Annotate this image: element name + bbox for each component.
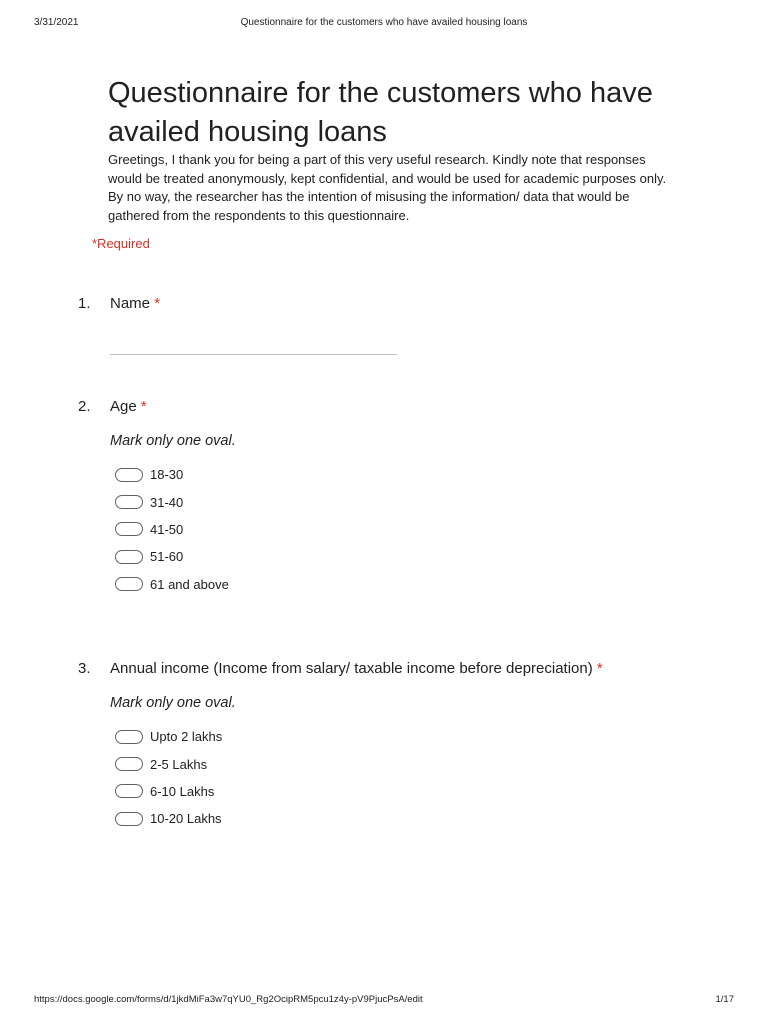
print-header [34,17,734,31]
question-instruction: Mark only one oval. [110,695,236,711]
required-note: *Required [92,236,150,251]
age-option-41-50[interactable] [115,516,229,543]
income-option-6-10[interactable] [115,778,222,805]
option-label: 18-30 [150,467,184,483]
age-option-61-above[interactable] [115,571,229,598]
radio-oval[interactable] [115,550,143,564]
form-description: Greetings, I thank you for being a part of this very useful research. Kindly note that responses would be treated anonymously, kept confidential, and would be used for academic purposes only. By no way, the researcher has the intention of misusing the information/ data that would be gathered from the respondents to this questionnaire. [108,152,667,223]
age-option-18-30[interactable] [115,461,229,488]
income-option-2-5[interactable] [115,750,222,777]
radio-oval[interactable] [115,784,143,798]
question-instruction: Mark only one oval. [110,433,236,449]
print-header-title: Questionnaire for the customers who have availed housing loans [240,17,528,28]
print-date: 3/31/2021 [34,17,79,28]
required-asterisk: * [596,660,603,677]
print-footer [34,994,734,1008]
required-asterisk: * [140,398,147,415]
option-label: 31-40 [150,494,184,510]
age-option-51-60[interactable] [115,543,229,570]
form-title: Questionnaire for the customers who have availed housing loans [108,77,653,148]
name-answer-field[interactable] [110,354,397,355]
question-title [110,295,160,312]
question-title-text: Age [110,398,137,415]
radio-oval[interactable] [115,812,143,826]
question-title [110,660,603,677]
radio-oval[interactable] [115,730,143,744]
page-number: 1/17 [715,994,734,1005]
income-options [115,723,222,833]
required-asterisk: * [154,295,161,312]
radio-oval[interactable] [115,495,143,509]
age-option-31-40[interactable] [115,488,229,515]
radio-oval[interactable] [115,468,143,482]
option-label: 51-60 [150,549,184,565]
option-label: 41-50 [150,521,184,537]
income-option-10-20[interactable] [115,805,222,832]
option-label: 10-20 Lakhs [150,811,222,827]
option-label: 61 and above [150,576,229,592]
age-options [115,461,229,598]
option-label: 2-5 Lakhs [150,756,208,772]
question-number: 2. [78,398,91,415]
question-title-text: Annual income (Income from salary/ taxable income before depreciation) [110,660,593,677]
question-number: 1. [78,295,91,312]
question-title-text: Name [110,295,151,312]
print-url: https://docs.google.com/forms/d/1jkdMiFa3w7qYU0_Rg2OcipRM5pcu1z4y-pV9PjucPsA/edit [34,994,423,1005]
question-title [110,398,147,415]
radio-oval[interactable] [115,757,143,771]
radio-oval[interactable] [115,577,143,591]
radio-oval[interactable] [115,522,143,536]
income-option-upto-2[interactable] [115,723,222,750]
option-label: Upto 2 lakhs [150,729,223,745]
question-number: 3. [78,660,91,677]
option-label: 6-10 Lakhs [150,783,215,799]
